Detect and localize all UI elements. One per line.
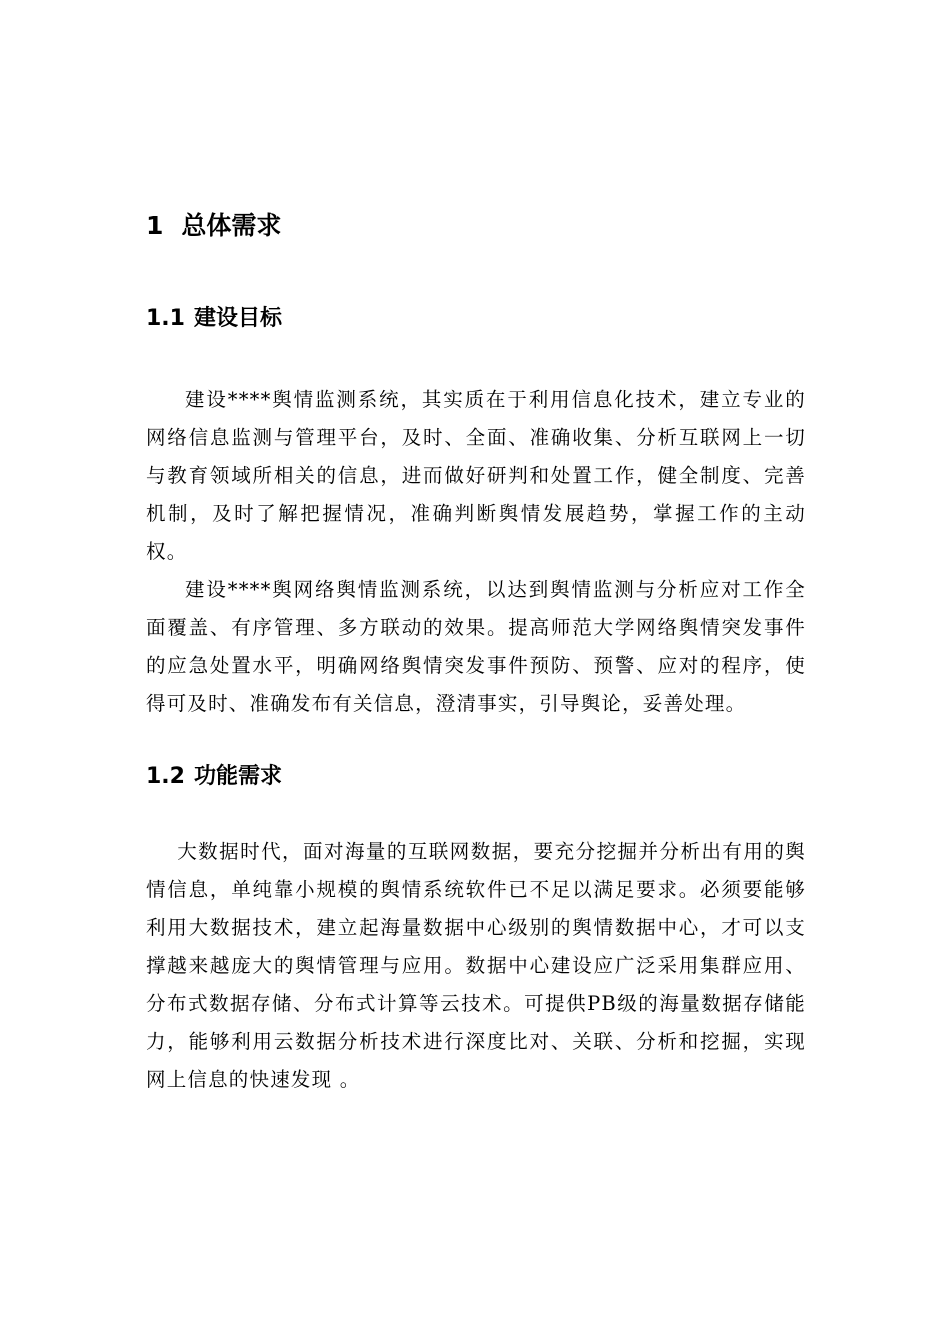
- section-number: 1.1: [146, 306, 185, 331]
- section-heading-1-1: [146, 303, 806, 335]
- paragraph: 大数据时代，面对海量的互联网数据，要充分挖掘并分析出有用的舆情信息，单纯靠小规模的舆情系统软件已不足以满足要求。必须要能够利用大数据技术，建立起海量数据中心级别的舆情数据中心，才可以支撑越来越庞大的舆情管理与应用。数据中心建设应广泛采用集群应用、分布式数据存储、分布式计算等云技术。可提供PB级的海量数据存储能力，能够利用云数据分析技术进行深度比对、关联、分析和挖掘，实现网上信息的快速发现 。: [146, 840, 806, 1091]
- chapter-heading: [146, 206, 806, 246]
- section-number: 1.2: [146, 764, 185, 789]
- section-title: 功能需求: [193, 764, 282, 789]
- document-body: [146, 206, 806, 1099]
- paragraph: 建设****舆情监测系统，其实质在于利用信息化技术，建立专业的网络信息监测与管理平台，及时、全面、准确收集、分析互联网上一切与教育领域所相关的信息，进而做好研判和处置工作，健全制度、完善机制，及时了解把握情况，准确判断舆情发展趋势，掌握工作的主动权。: [146, 388, 806, 563]
- section-title: 建设目标: [193, 306, 282, 331]
- section-heading-1-2: [146, 761, 806, 793]
- chapter-title: 总体需求: [181, 211, 282, 240]
- paragraph: 建设****舆网络舆情监测系统，以达到舆情监测与分析应对工作全面覆盖、有序管理、多方联动的效果。提高师范大学网络舆情突发事件的应急处置水平，明确网络舆情突发事件预防、预警、应对的程序，使得可及时、准确发布有关信息，澄清事实，引导舆论，妥善处理。: [146, 578, 806, 715]
- chapter-number: 1: [146, 211, 164, 240]
